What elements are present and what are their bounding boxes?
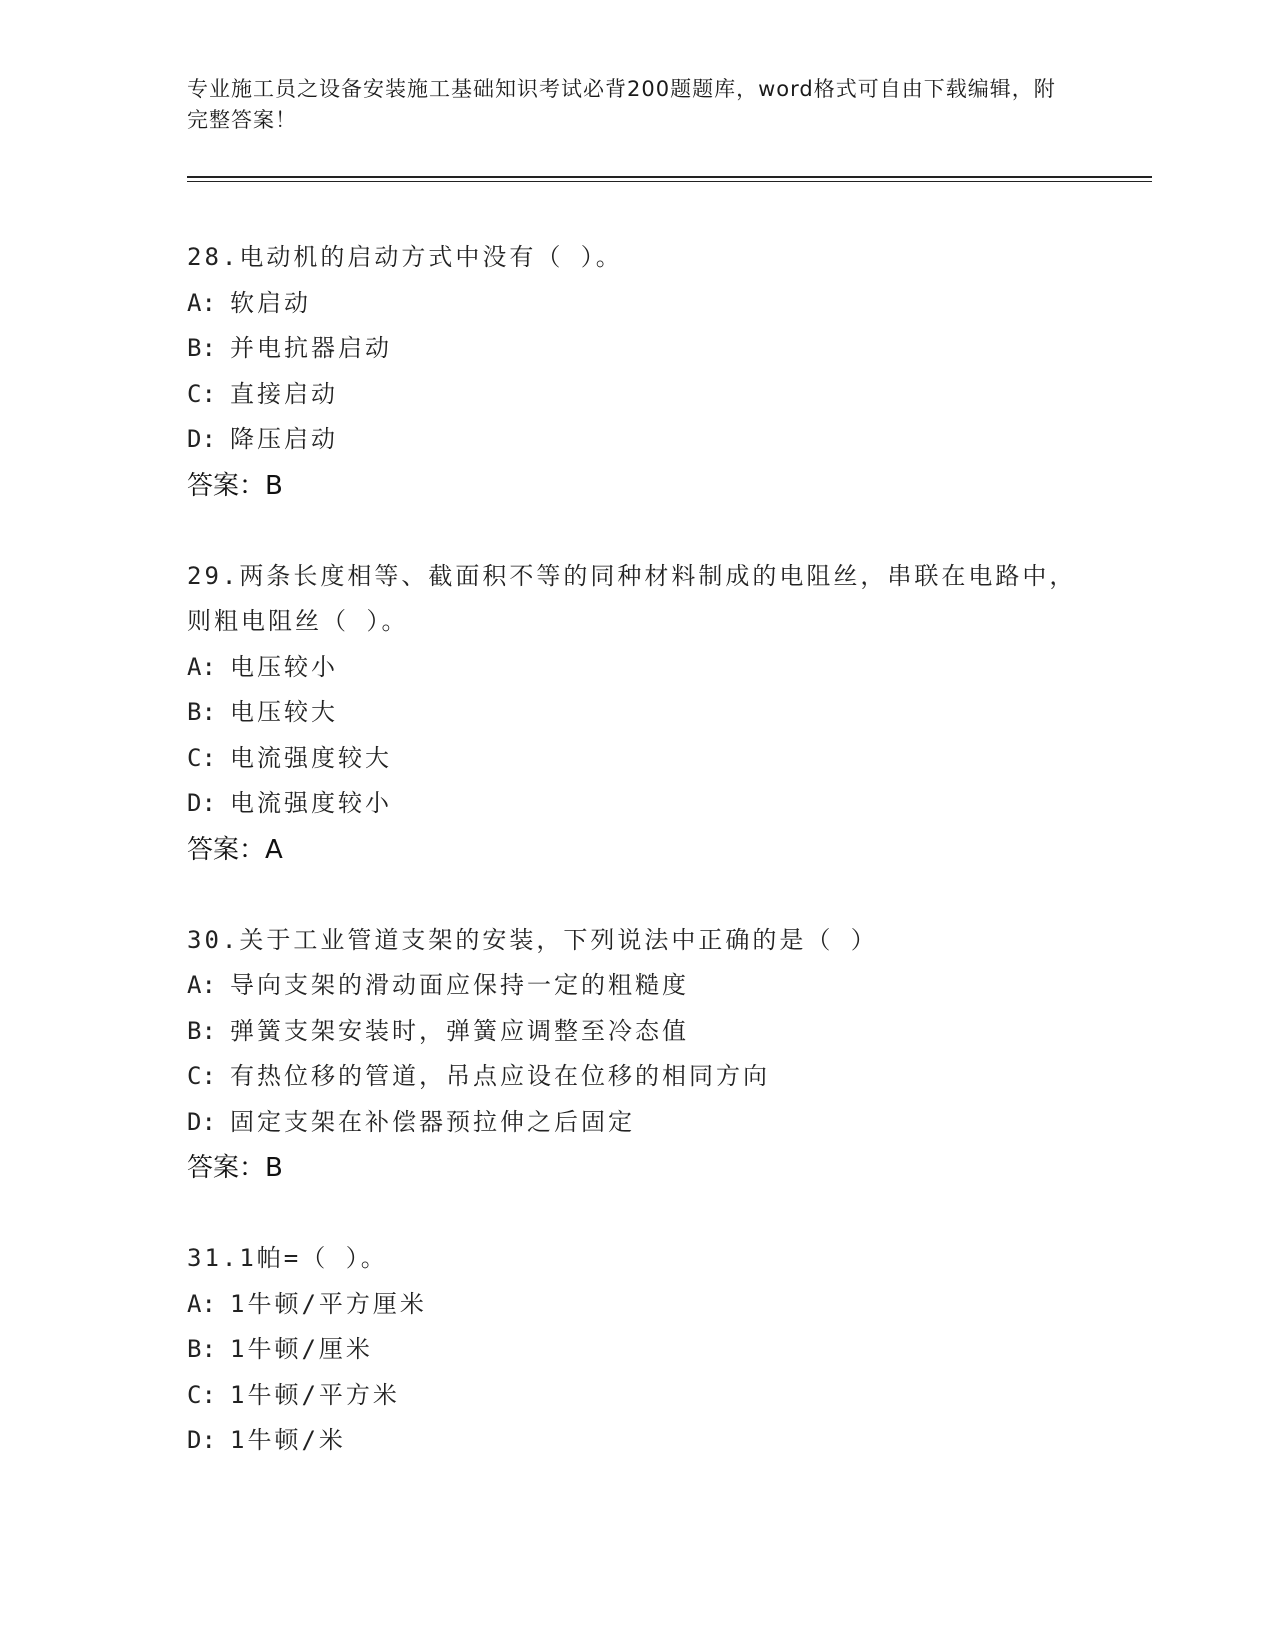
option-a xyxy=(187,645,1087,691)
question-text: 31.1帕=（ ）。 xyxy=(187,1244,388,1272)
option-letter: C: xyxy=(187,379,216,408)
option-text: 电流强度较小 xyxy=(230,789,392,817)
answer: 答案：B xyxy=(187,1153,283,1183)
option-letter: D: xyxy=(187,425,216,453)
option-letter: A: xyxy=(187,1289,216,1318)
option-b xyxy=(187,1327,1087,1373)
option-text: 1牛顿/厘米 xyxy=(230,1335,373,1363)
option-text: 降压启动 xyxy=(230,425,338,453)
option-d xyxy=(187,1100,1087,1146)
option-d xyxy=(187,1418,1087,1464)
option-letter: C: xyxy=(187,743,216,772)
question-31 xyxy=(187,1236,1087,1464)
answer: 答案：A xyxy=(187,834,283,865)
option-a xyxy=(187,281,1087,327)
option-letter: C: xyxy=(187,1062,216,1090)
option-c xyxy=(187,1373,1087,1419)
option-b xyxy=(187,690,1087,736)
option-text: 固定支架在补偿器预拉伸之后固定 xyxy=(230,1107,635,1136)
option-b xyxy=(187,1009,1087,1055)
option-letter: D: xyxy=(187,1107,216,1136)
question-29 xyxy=(187,554,1087,873)
option-text: 电流强度较大 xyxy=(230,743,392,772)
option-letter: D: xyxy=(187,1426,216,1454)
option-letter: B: xyxy=(187,334,216,362)
option-letter: B: xyxy=(187,698,216,726)
answer: 答案：B xyxy=(187,470,283,501)
option-text: 并电抗器启动 xyxy=(230,334,392,362)
option-text: 电压较大 xyxy=(230,698,338,726)
option-letter: B: xyxy=(187,1016,216,1045)
option-text: 1牛顿/平方厘米 xyxy=(230,1289,427,1318)
option-c xyxy=(187,736,1087,782)
header-rule-thick xyxy=(187,176,1152,178)
option-text: 有热位移的管道，吊点应设在位移的相同方向 xyxy=(230,1062,770,1090)
option-d xyxy=(187,417,1087,463)
option-a xyxy=(187,1282,1087,1328)
option-b xyxy=(187,326,1087,372)
question-28 xyxy=(187,235,1087,509)
option-c xyxy=(187,1054,1087,1100)
option-letter: A: xyxy=(187,652,216,681)
option-letter: D: xyxy=(187,789,216,817)
option-text: 软启动 xyxy=(230,288,311,317)
question-text: 28.电动机的启动方式中没有（ ）。 xyxy=(187,243,623,271)
option-d xyxy=(187,781,1087,827)
question-list xyxy=(187,235,1087,1509)
option-letter: C: xyxy=(187,1380,216,1409)
option-text: 弹簧支架安装时，弹簧应调整至冷态值 xyxy=(230,1016,689,1045)
question-30 xyxy=(187,918,1087,1192)
question-text: 29.两条长度相等、截面积不等的同种材料制成的电阻丝，串联在电路中，则粗电阻丝（ ）。 xyxy=(187,561,1077,635)
header-rule-thin xyxy=(187,181,1152,182)
option-c xyxy=(187,372,1087,418)
question-text: 30.关于工业管道支架的安装，下列说法中正确的是（ ） xyxy=(187,925,878,954)
document-header: 专业施工员之设备安装施工基础知识考试必背200题题库，word格式可自由下载编辑，附完整答案！ xyxy=(187,77,1056,132)
option-text: 导向支架的滑动面应保持一定的粗糙度 xyxy=(230,971,689,999)
option-a xyxy=(187,963,1087,1009)
option-letter: B: xyxy=(187,1335,216,1363)
option-letter: A: xyxy=(187,971,216,999)
option-text: 直接启动 xyxy=(230,379,338,408)
option-letter: A: xyxy=(187,288,216,317)
option-text: 1牛顿/米 xyxy=(230,1426,346,1454)
option-text: 电压较小 xyxy=(230,652,338,681)
option-text: 1牛顿/平方米 xyxy=(230,1380,400,1409)
